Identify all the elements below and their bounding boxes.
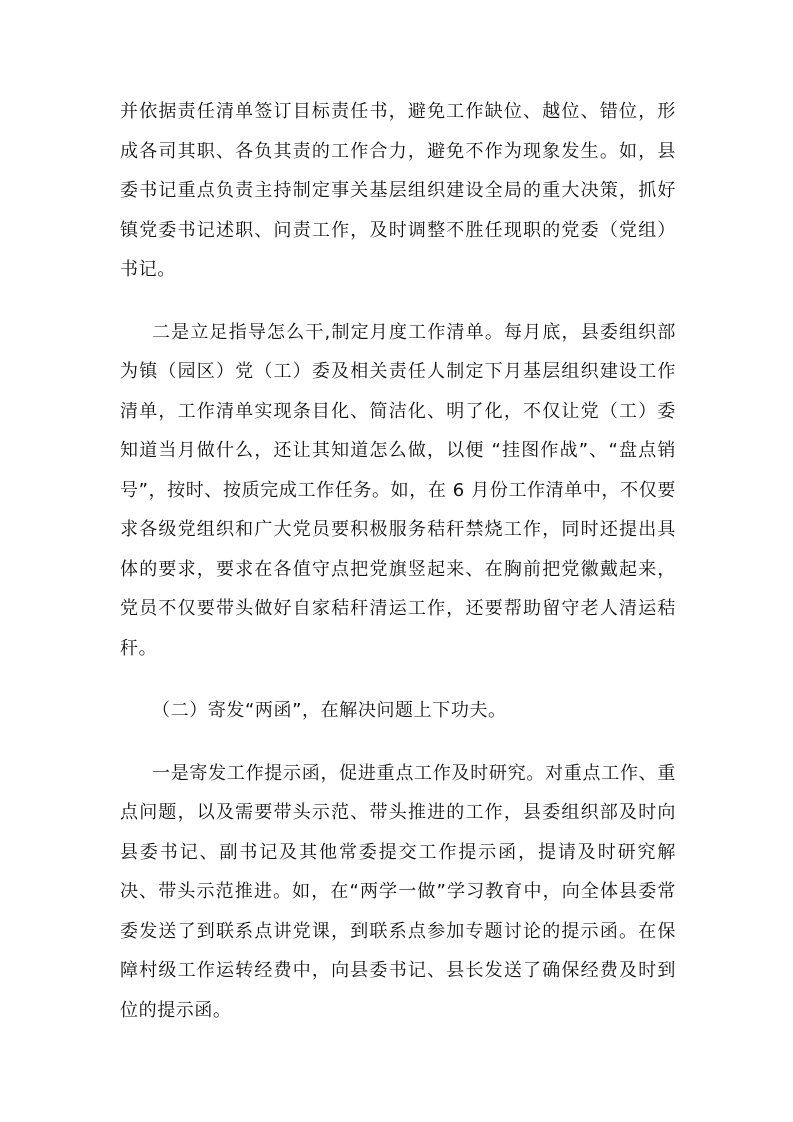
paragraph-spacer xyxy=(120,731,676,754)
paragraph-continuation: 并依据责任清单签订目标责任书，避免工作缺位、越位、错位，形成各司其职、各负其责的工作合力，避免不作为现象发生。如，县委书记重点负责主持制定事关基层组织建设全局的重大决策，抓好镇党委书记述职、问责工作，及时调整不胜任现职的党委（党组）书记。 xyxy=(120,101,676,280)
paragraph-monthly-work-list: 二是立足指导怎么干,制定月度工作清单。每月底，县委组织部为镇（园区）党（工）委及相关责任人制定下月基层组织建设工作清单，工作清单实现条目化、简洁化、明了化，不仅让党（工）委知道当月做什么，还让其知道怎么做，以便 “挂图作战”、“盘点销号”，按时、按质完成工作任务。如，在 6 月份工作清单中，不仅要求各级党组织和广大党员要积极服务秸秆禁烧工作，同时还提出具体的要求，要求在各值守点把党旗竖起来、在胸前把党徽戴起来，党员不仅要带头做好自家秸秆清运工作，还要帮助留守老人清运秸秆。 xyxy=(120,321,676,659)
paragraph-work-reminder-letter: 一是寄发工作提示函，促进重点工作及时研究。对重点工作、重点问题，以及需要带头示范、带头推进的工作，县委组织部及时向县委书记、副书记及其他常委提交工作提示函，提请及时研究解决、带头示范推进。如，在“两学一做”学习教育中，向全体县委常委发送了到联系点讲党课，到联系点参加专题讨论的提示函。在保障村级工作运转经费中，向县委书记、县长发送了确保经费及时到位的提示函。 xyxy=(120,762,676,1021)
document-body xyxy=(120,92,676,1030)
paragraph-spacer xyxy=(120,668,676,691)
paragraph-spacer xyxy=(120,290,676,313)
section-heading-two-letters: （二）寄发“两函”，在解决问题上下功夫。 xyxy=(152,700,507,721)
